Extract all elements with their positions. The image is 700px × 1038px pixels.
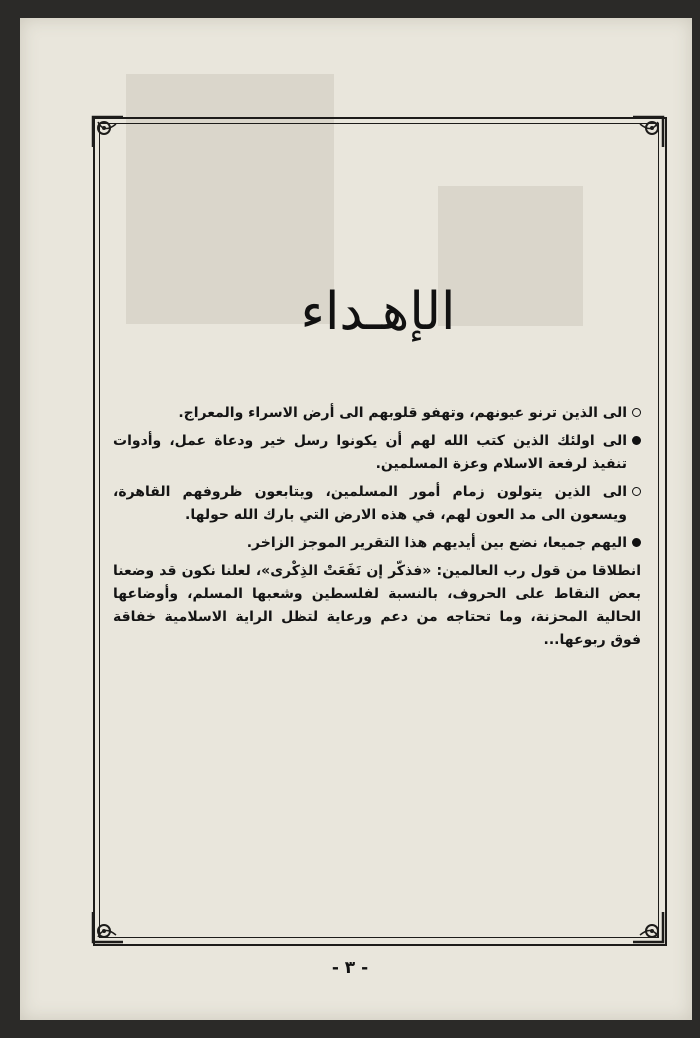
filled-circle-bullet-icon xyxy=(632,538,641,547)
closing-paragraph: انطلاقا من قول رب العالمين: «فذكّر إن نَفَعَتْ الذِكْرى»، لعلنا نكون قد وضعنا بعض النقاط على الحروف، بالنسبة لفلسطين وشعبها المسلم، وأوضاعها الحالية المحزنة، وما تحتاجه من دعم ورعاية لتظل الراية الاسلامية خفاقة فوق ربوعها... xyxy=(113,563,641,648)
dedication-item-text: الى الذين ترنو عيونهم، وتهفو قلوبهم الى أرض الاسراء والمعراج. xyxy=(178,405,627,421)
dedication-body xyxy=(113,402,641,652)
open-circle-bullet-icon xyxy=(632,408,641,417)
dedication-item xyxy=(113,430,641,476)
dedication-item-text: الى الذين يتولون زمام أمور المسلمين، ويتابعون ظروفهم القاهرة، ويسعون الى مد العون لهم، في هذه الارض التي بارك الله حولها. xyxy=(113,484,627,523)
open-circle-bullet-icon xyxy=(632,487,641,496)
dedication-item xyxy=(113,402,641,425)
ornament-corner-icon xyxy=(630,909,666,945)
page-number: - ٣ - xyxy=(331,958,369,978)
ornament-corner-icon xyxy=(630,114,666,150)
dedication-item xyxy=(113,481,641,527)
dedication-item-text: اليهم جميعا، نضع بين أيديهم هذا التقرير الموجز الزاخر. xyxy=(246,535,627,551)
dedication-item-text: الى اولئك الذين كتب الله لهم أن يكونوا رسل خير ودعاة عمل، وأدوات تنفيذ لرفعة الاسلام وعزة المسلمين. xyxy=(113,433,627,472)
page-title: الإهـداء xyxy=(300,282,456,342)
dedication-item xyxy=(113,532,641,555)
ornament-corner-icon xyxy=(90,909,126,945)
filled-circle-bullet-icon xyxy=(632,436,641,445)
ornament-corner-icon xyxy=(90,114,126,150)
